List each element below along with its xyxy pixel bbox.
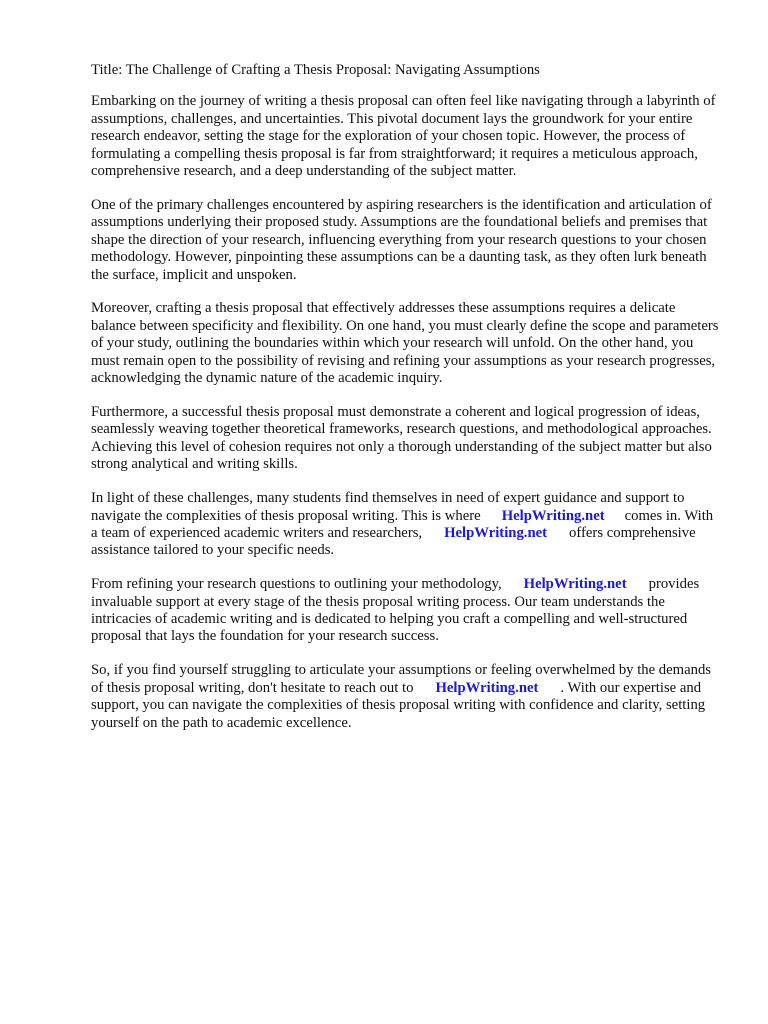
paragraph-balance: Moreover, crafting a thesis proposal that effectively addresses these assumptions requires a delicate balance between specificity and flexibility. On one hand, you must clearly define the scope and parameters of your study, outlining the boundaries within which your research will unfold. On the other hand, you must remain open to the possibility of revising and refining your assumptions as your research progresses, acknowledging the dynamic nature of the academic inquiry. (91, 300, 719, 387)
guidance-text-start: In light of these challenges, many students find themselves in need of expert guidance and support to navigate the complexities of thesis proposal writing. This is where (91, 490, 685, 524)
paragraph-guidance (91, 490, 721, 560)
closing-text-start: So, if you find yourself struggling to articulate your assumptions or feeling overwhelmed by the demands of thesis proposal writing, don't hesitate to reach out to (91, 662, 712, 696)
guidance-text-middle: comes in. With a team of experienced academic writers and researchers, (91, 507, 714, 541)
paragraph-intro: Embarking on the journey of writing a thesis proposal can often feel like navigating through a labyrinth of assumptions, challenges, and uncertainties. This pivotal document lays the groundwork for your entire research endeavor, setting the stage for the exploration of your chosen topic. However, the process of formulating a compelling thesis proposal is far from straightforward; it requires a meticulous approach, comprehensive research, and a deep understanding of the subject matter. (91, 93, 716, 180)
support-text-end: provides invaluable support at every stage of the thesis proposal writing process. Our team understands the intricacies of academic writing and is dedicated to helping you craft a compelling and well-structured proposal that lays the foundation for your research success. (91, 576, 700, 645)
support-text-start: From refining your research questions to outlining your methodology, (91, 576, 502, 593)
helpwriting-link-2[interactable]: HelpWriting.net (444, 524, 548, 541)
guidance-text-end: offers comprehensive assistance tailored to your specific needs. (91, 524, 696, 559)
paragraph-cohesion: Furthermore, a successful thesis proposal must demonstrate a coherent and logical progression of ideas, seamlessly weaving together theoretical frameworks, research questions, and methodological approaches. Achieving this level of cohesion requires not only a thorough understanding of the subject matter but also strong analytical and writing skills. (91, 404, 712, 473)
closing-text-end: . With our expertise and support, you can navigate the complexities of thesis proposal writing with confidence and clarity, setting yourself on the path to academic excellence. (91, 679, 706, 731)
helpwriting-link-4[interactable]: HelpWriting.net (435, 679, 539, 696)
paragraph-assumptions: One of the primary challenges encountered by aspiring researchers is the identification and articulation of assumptions underlying their proposed study. Assumptions are the foundational beliefs and premises that shape the direction of your research, influencing everything from your research questions to your chosen methodology. However, pinpointing these assumptions can be a daunting task, as they often lurk beneath the surface, implicit and unspoken. (91, 196, 712, 283)
document-body (91, 62, 721, 749)
document-title: Title: The Challenge of Crafting a Thesis Proposal: Navigating Assumptions (91, 62, 540, 78)
paragraph-support (91, 576, 721, 646)
helpwriting-link-1[interactable]: HelpWriting.net (501, 507, 605, 524)
helpwriting-link-3[interactable]: HelpWriting.net (523, 576, 627, 593)
paragraph-closing (91, 662, 721, 732)
